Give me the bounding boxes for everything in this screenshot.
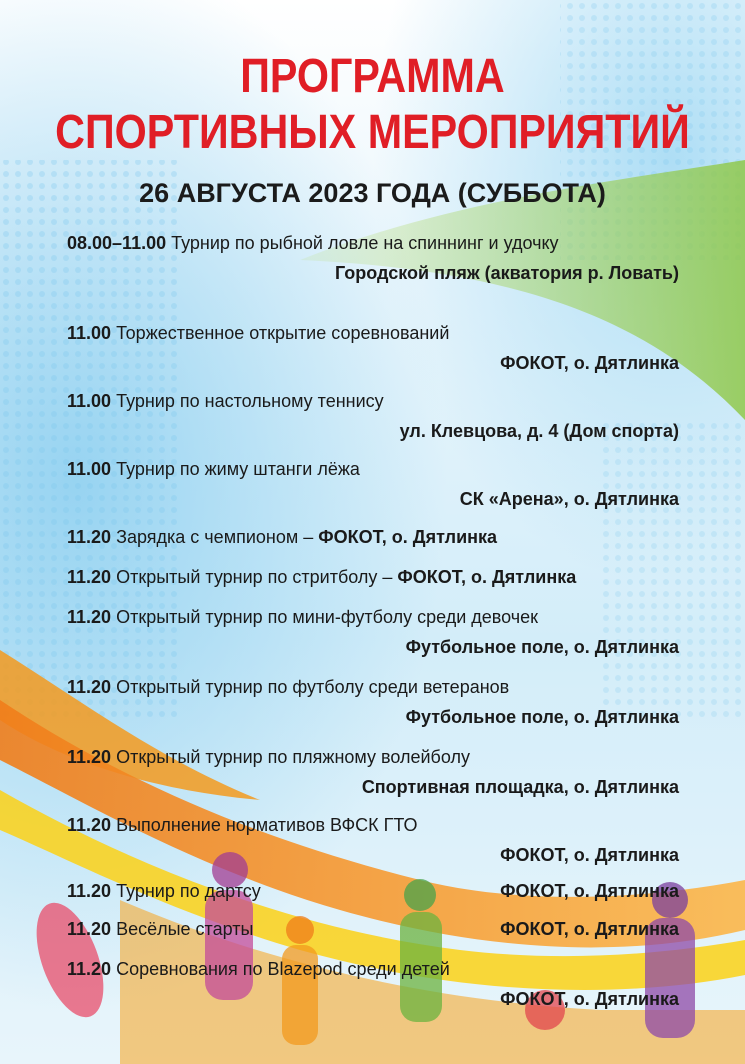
event-time: 08.00–11.00 [67,233,167,253]
title-line-1: ПРОГРАММА [240,50,505,103]
event-item [67,606,679,658]
event-item [67,880,679,902]
event-item [67,322,679,374]
event-name: Открытый турнир по мини-футболу среди девочек [116,607,539,627]
event-time: 11.20 [67,815,112,835]
event-item [67,676,679,728]
event-item [67,746,679,798]
event-time: 11.00 [67,391,112,411]
event-name: Зарядка с чемпионом – [116,527,319,547]
event-time: 11.20 [67,747,112,767]
event-place: ФОКОТ, о. Дятлинка [500,989,679,1009]
event-item [67,232,679,284]
event-time: 11.20 [67,881,112,901]
event-item [67,526,679,548]
event-place: Городской пляж (акватория р. Ловать) [335,263,679,283]
event-name: Открытый турнир по футболу среди ветеранов [116,677,510,697]
event-item [67,390,679,442]
event-place: ФОКОТ, о. Дятлинка [500,919,679,939]
event-name: Соревнования по Blazepod среди детей [116,959,450,979]
event-name: Турнир по настольному теннису [116,391,384,411]
event-place: ФОКОТ, о. Дятлинка [397,567,577,587]
event-item [67,814,679,866]
event-place: Футбольное поле, о. Дятлинка [405,707,679,727]
event-time: 11.20 [67,919,112,939]
event-place: ул. Клевцова, д. 4 (Дом спорта) [399,421,679,441]
event-place: Спортивная площадка, о. Дятлинка [361,777,679,797]
title-line-2: СПОРТИВНЫХ МЕРОПРИЯТИЙ [55,106,690,159]
event-name: Торжественное открытие соревнований [116,323,450,343]
event-name: Турнир по жиму штанги лёжа [116,459,360,479]
event-time: 11.20 [67,567,112,587]
event-place: ФОКОТ, о. Дятлинка [500,845,679,865]
event-place: ФОКОТ, о. Дятлинка [500,881,679,901]
event-name: Турнир по рыбной ловле на спиннинг и удочку [171,233,559,253]
event-name: Открытый турнир по пляжному волейболу [116,747,470,767]
date-subtitle: 26 АВГУСТА 2023 ГОДА (СУББОТА) [139,178,606,208]
event-name: Весёлые старты [116,919,254,939]
event-item [67,918,679,940]
event-time: 11.20 [67,527,112,547]
event-name: Открытый турнир по стритболу – [116,567,398,587]
event-time: 11.00 [67,459,112,479]
event-time: 11.20 [67,677,112,697]
event-item [67,566,679,588]
event-place: СК «Арена», о. Дятлинка [459,489,679,509]
event-time: 11.00 [67,323,112,343]
event-item [67,458,679,510]
event-item [67,958,679,1010]
event-name: Турнир по дартсу [116,881,261,901]
event-time: 11.20 [67,607,112,627]
event-place: Футбольное поле, о. Дятлинка [405,637,679,657]
event-name: Выполнение нормативов ВФСК ГТО [116,815,418,835]
event-place: ФОКОТ, о. Дятлинка [318,527,498,547]
event-place: ФОКОТ, о. Дятлинка [500,353,679,373]
event-time: 11.20 [67,959,112,979]
